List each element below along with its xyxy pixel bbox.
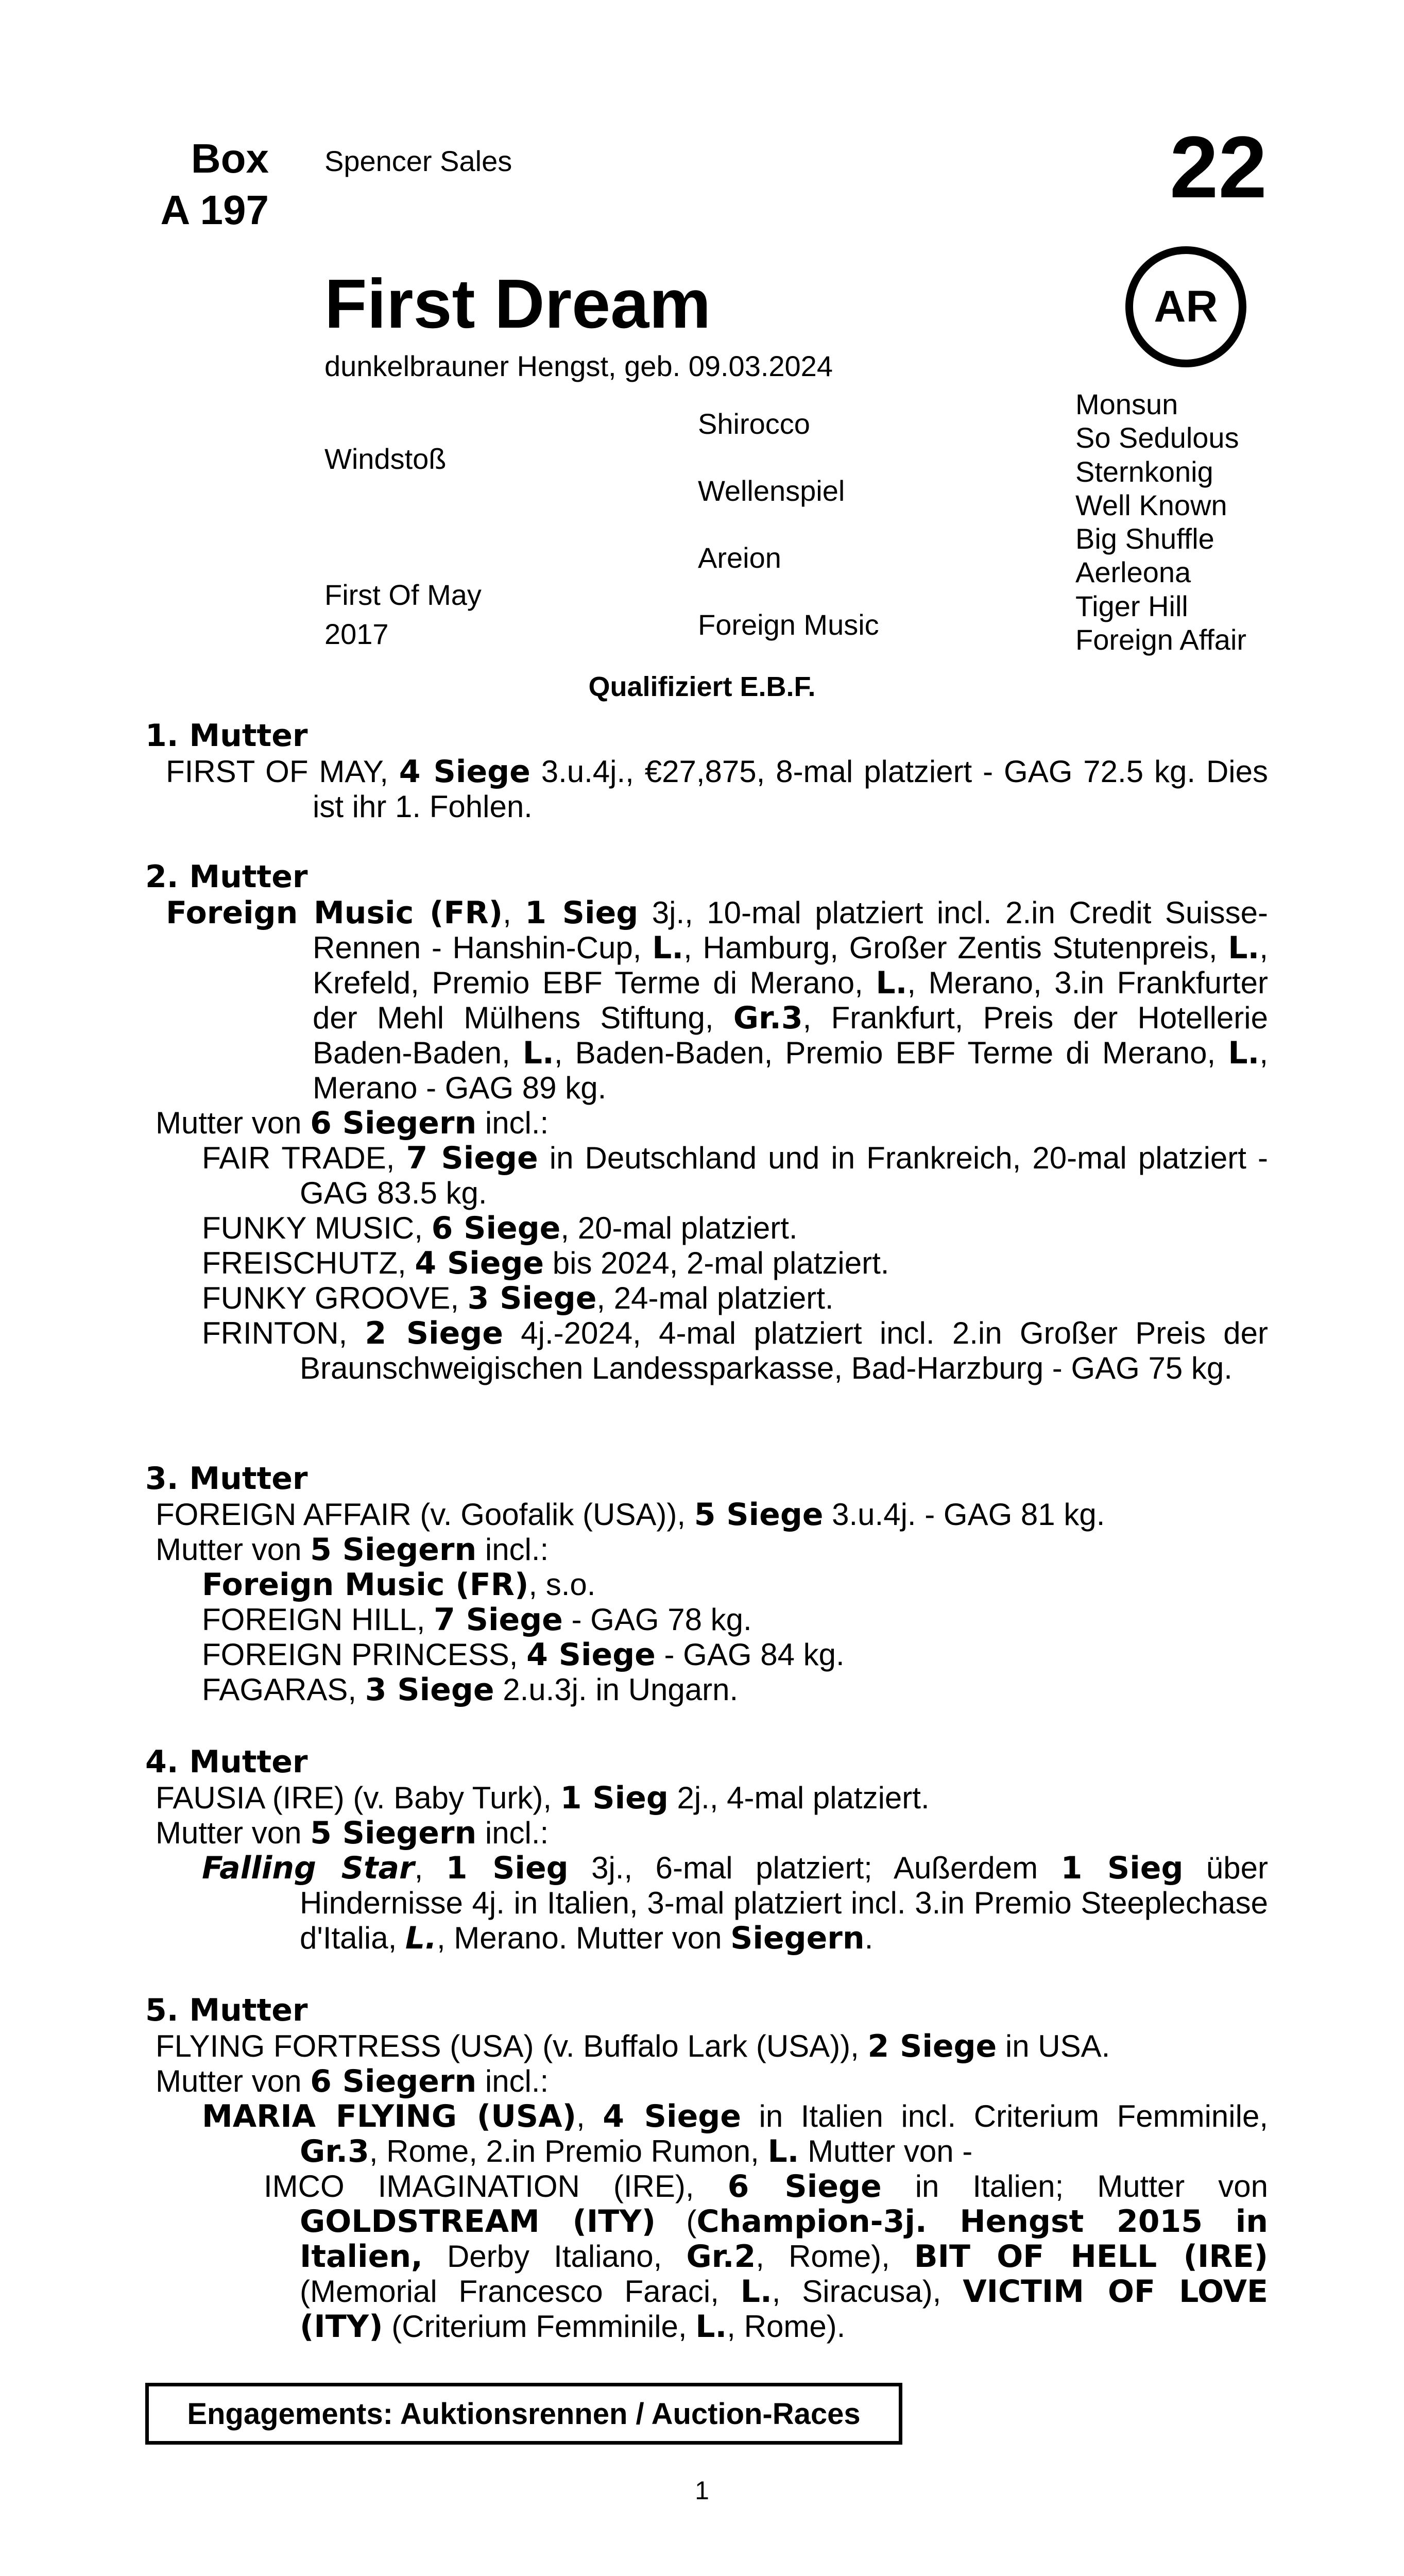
pedigree-dam-year: 2017	[324, 618, 389, 650]
pedigree-gp-item: Big Shuffle	[1075, 522, 1214, 555]
horse-name-bold: Foreign Music (FR)	[202, 1567, 529, 1603]
engagements-box	[145, 2383, 902, 2445]
offspring-item	[145, 1246, 1268, 1281]
text: , Merano. Mutter von	[436, 1921, 731, 1955]
wins: 7 Siege	[406, 1140, 538, 1176]
text: 3j., 10-mal platziert incl. 2.in Credit Suisse-Rennen - Hanshin-Cup,	[313, 895, 1268, 965]
text: (	[656, 2204, 697, 2239]
wins: 4 Siege	[399, 754, 530, 790]
text: Mutter von -	[799, 2134, 973, 2168]
pedigree-sire-sire: Shirocco	[698, 408, 810, 440]
pedigree-sire: Windstoß	[324, 443, 447, 475]
listed: L.	[1228, 1035, 1260, 1071]
text: , Hamburg, Großer Zentis Stutenpreis,	[683, 930, 1228, 965]
text: 3.u.4j., €27,875, 8-mal platziert - GAG 72.5 kg. Dies ist ihr 1. Fohlen.	[313, 754, 1268, 824]
text: , 24-mal platziert.	[596, 1281, 834, 1315]
text: ,	[576, 2099, 603, 2133]
ar-badge-icon	[1125, 246, 1246, 367]
text: 2.u.3j. in Ungarn.	[494, 1672, 739, 1707]
dam-of-line	[145, 1816, 1268, 1851]
text: , Frankfurt, Preis der Hotellerie Baden-Baden,	[313, 1001, 1268, 1070]
text: incl.:	[476, 1816, 549, 1850]
pedigree-gp-item: Tiger Hill	[1075, 589, 1188, 622]
dam-of-line	[145, 2064, 1268, 2099]
lot-number: 22	[1169, 118, 1267, 216]
offspring-item	[145, 1211, 1268, 1246]
text: 4j.-2024, 4-mal platziert incl. 2.in Großer Preis der Braunschweigischen Landessparkasse, Bad-Harzburg - GAG 75 kg.	[300, 1316, 1268, 1385]
horse-name-bold: MARIA FLYING (USA)	[202, 2098, 577, 2134]
horse-description: dunkelbrauner Hengst, geb. 09.03.2024	[324, 350, 833, 382]
seller-name: Spencer Sales	[324, 145, 512, 177]
text: IMCO IMAGINATION (IRE),	[264, 2169, 728, 2204]
text: , Baden-Baden, Premio EBF Terme di Merano,	[554, 1036, 1228, 1070]
listed: L.	[767, 2133, 799, 2170]
horse-name-bold-italic: Falling Star	[202, 1850, 415, 1886]
text: ,	[414, 1851, 446, 1885]
wins: 2 Siege	[365, 1315, 503, 1351]
offspring-subitem	[145, 2169, 1268, 2344]
text: 3.u.4j. - GAG 81 kg.	[823, 1497, 1105, 1532]
text: FAGARAS,	[202, 1672, 365, 1707]
text: in USA.	[997, 2029, 1110, 2063]
box-label	[145, 133, 269, 236]
group: Gr.3	[733, 1000, 803, 1036]
engagements-text: Engagements: Auktionsrennen / Auction-Races	[187, 2397, 861, 2431]
section-third-dam	[145, 1460, 1268, 1707]
text: über Hindernisse 4j. in Italien, 3-mal platziert incl. 3.in Premio Steeplechase d'Italia,	[300, 1851, 1268, 1955]
text: FOREIGN HILL,	[202, 1602, 434, 1637]
horse-name-bold: GOLDSTREAM (ITY)	[300, 2204, 656, 2240]
horse-name-bold: VICTIM OF LOVE (ITY)	[300, 2274, 1268, 2345]
wins: 1 Sieg	[525, 895, 639, 931]
text: , Rome),	[756, 2239, 914, 2274]
winners: 6 Siegern	[310, 2063, 477, 2099]
section-heading: 2. Mutter	[145, 859, 308, 895]
text: in Italien incl. Criterium Femminile,	[741, 2099, 1269, 2133]
text: 3j., 6-mal platziert; Außerdem	[568, 1851, 1061, 1885]
wins: 6 Siege	[727, 2168, 882, 2205]
pedigree-gp-item: So Sedulous	[1075, 421, 1239, 454]
pedigree-dam-dam: Foreign Music	[698, 608, 879, 641]
winners: 5 Siegern	[310, 1815, 477, 1851]
text: incl.:	[476, 1532, 549, 1567]
text: , Rome).	[727, 2309, 846, 2344]
text: FIRST OF MAY,	[166, 754, 399, 789]
wins: 4 Siege	[526, 1637, 656, 1673]
wins: 3 Siege	[467, 1280, 597, 1316]
offspring-item	[145, 1316, 1268, 1386]
text: FOREIGN PRINCESS,	[202, 1637, 527, 1672]
text: FREISCHUTZ,	[202, 1246, 415, 1280]
winners: 6 Siegern	[310, 1105, 477, 1141]
section-heading: 1. Mutter	[145, 718, 308, 754]
listed: L.	[1228, 930, 1260, 966]
text: FAUSIA (IRE) (v. Baby Turk),	[156, 1781, 560, 1815]
pedigree-sire-dam: Wellenspiel	[698, 474, 845, 507]
text: incl.:	[476, 2064, 549, 2098]
pedigree-gp-item: Foreign Affair	[1075, 623, 1247, 656]
fourth-dam-record	[145, 1781, 1268, 1816]
text: Mutter von	[156, 1106, 311, 1140]
listed: L.	[522, 1035, 554, 1071]
offspring-item	[145, 2099, 1268, 2169]
section-heading: 4. Mutter	[145, 1744, 308, 1780]
pedigree-gp-item: Monsun	[1075, 388, 1178, 420]
fifth-dam-record	[145, 2029, 1268, 2064]
section-heading: 5. Mutter	[145, 1992, 308, 2028]
text: FUNKY MUSIC,	[202, 1211, 432, 1245]
text: , 20-mal platziert.	[560, 1211, 798, 1245]
text: - GAG 84 kg.	[655, 1637, 845, 1672]
text: ,	[503, 895, 525, 930]
section-first-dam	[145, 717, 1268, 824]
text: , Siracusa),	[772, 2274, 963, 2309]
wins: 1 Sieg	[1060, 1850, 1184, 1886]
text: , s.o.	[528, 1567, 596, 1602]
text: (Criterium Femminile,	[383, 2309, 696, 2344]
offspring-item	[145, 1141, 1268, 1211]
text: Mutter von	[156, 2064, 311, 2098]
pedigree-dam: First Of May	[324, 579, 482, 611]
wins: 5 Siege	[694, 1497, 824, 1533]
text: .	[864, 1921, 874, 1955]
dam-of-line	[145, 1532, 1268, 1567]
box-label-line2: A 197	[160, 187, 269, 233]
text: (Memorial Francesco Faraci,	[300, 2274, 741, 2309]
section-fifth-dam	[145, 1992, 1268, 2344]
text: , Merano - GAG 89 kg.	[313, 1036, 1269, 1105]
listed: L.	[652, 930, 684, 966]
text: FOREIGN AFFAIR (v. Goofalik (USA)),	[156, 1497, 694, 1532]
group: Gr.3	[300, 2133, 369, 2170]
text: , Krefeld, Premio EBF Terme di Merano,	[313, 930, 1268, 1000]
ar-badge-text: AR	[1154, 282, 1218, 331]
qualification: Qualifiziert E.B.F.	[588, 671, 816, 702]
horse-name-bold: BIT OF HELL (IRE)	[914, 2239, 1268, 2275]
text: FUNKY GROOVE,	[202, 1281, 468, 1315]
page-number: 1	[695, 2476, 709, 2505]
section-second-dam	[145, 858, 1268, 1386]
text: FAIR TRADE,	[202, 1141, 406, 1175]
text: - GAG 78 kg.	[562, 1602, 752, 1637]
wins: 2 Siege	[867, 2028, 997, 2064]
offspring-item	[145, 1567, 1268, 1602]
dam-of-line	[145, 1106, 1268, 1141]
text: bis 2024, 2-mal platziert.	[544, 1246, 889, 1280]
wins: 7 Siege	[434, 1602, 563, 1638]
horse-name-bold: Foreign Music (FR)	[166, 895, 503, 931]
wins: 3 Siege	[365, 1672, 494, 1708]
text: FRINTON,	[202, 1316, 365, 1350]
offspring-item	[145, 1851, 1268, 1956]
wins: 4 Siege	[603, 2098, 741, 2134]
offspring-item	[145, 1281, 1268, 1316]
section-fourth-dam	[145, 1743, 1268, 1956]
text: 2j., 4-mal platziert.	[668, 1781, 930, 1815]
champion-note: Champion-3j. Hengst 2015 in Italien,	[300, 2204, 1269, 2275]
horse-name: First Dream	[324, 265, 711, 343]
second-dam-record	[156, 895, 1268, 1106]
winners: Siegern	[730, 1920, 865, 1956]
text: , Merano, 3.in Frankfurter der Mehl Mülhens Stiftung,	[313, 965, 1268, 1035]
third-dam-record	[145, 1497, 1268, 1532]
text: Derby Italiano,	[422, 2239, 687, 2274]
wins: 1 Sieg	[560, 1780, 669, 1816]
text: in Deutschland und in Frankreich, 20-mal platziert - GAG 83.5 kg.	[300, 1141, 1269, 1210]
first-dam-record	[156, 754, 1268, 824]
listed: L.	[876, 965, 908, 1001]
winners: 5 Siegern	[310, 1532, 477, 1568]
pedigree-grandparents	[1075, 387, 1246, 656]
pedigree-gp-item: Aerleona	[1075, 556, 1191, 589]
section-heading: 3. Mutter	[145, 1461, 308, 1497]
text: , Rome, 2.in Premio Rumon,	[369, 2134, 768, 2168]
offspring-item	[145, 1637, 1268, 1672]
pedigree-dam-sire: Areion	[698, 541, 781, 574]
text: FLYING FORTRESS (USA) (v. Buffalo Lark (USA)),	[156, 2029, 868, 2063]
offspring-item	[145, 1602, 1268, 1637]
box-label-line1: Box	[191, 135, 269, 181]
pedigree-gp-item: Well Known	[1075, 488, 1227, 521]
text: in Italien; Mutter von	[881, 2169, 1268, 2204]
wins: 1 Sieg	[446, 1850, 569, 1886]
text: Mutter von	[156, 1816, 311, 1850]
listed: L.	[740, 2274, 772, 2310]
offspring-item	[145, 1672, 1268, 1707]
pedigree-gp-item: Sternkonig	[1075, 455, 1213, 488]
listed: L.	[695, 2309, 727, 2345]
listed: L.	[405, 1920, 437, 1956]
wins: 6 Siege	[431, 1210, 561, 1246]
text: Mutter von	[156, 1532, 311, 1567]
wins: 4 Siege	[415, 1245, 544, 1281]
text: incl.:	[476, 1106, 549, 1140]
group: Gr.2	[686, 2239, 756, 2275]
